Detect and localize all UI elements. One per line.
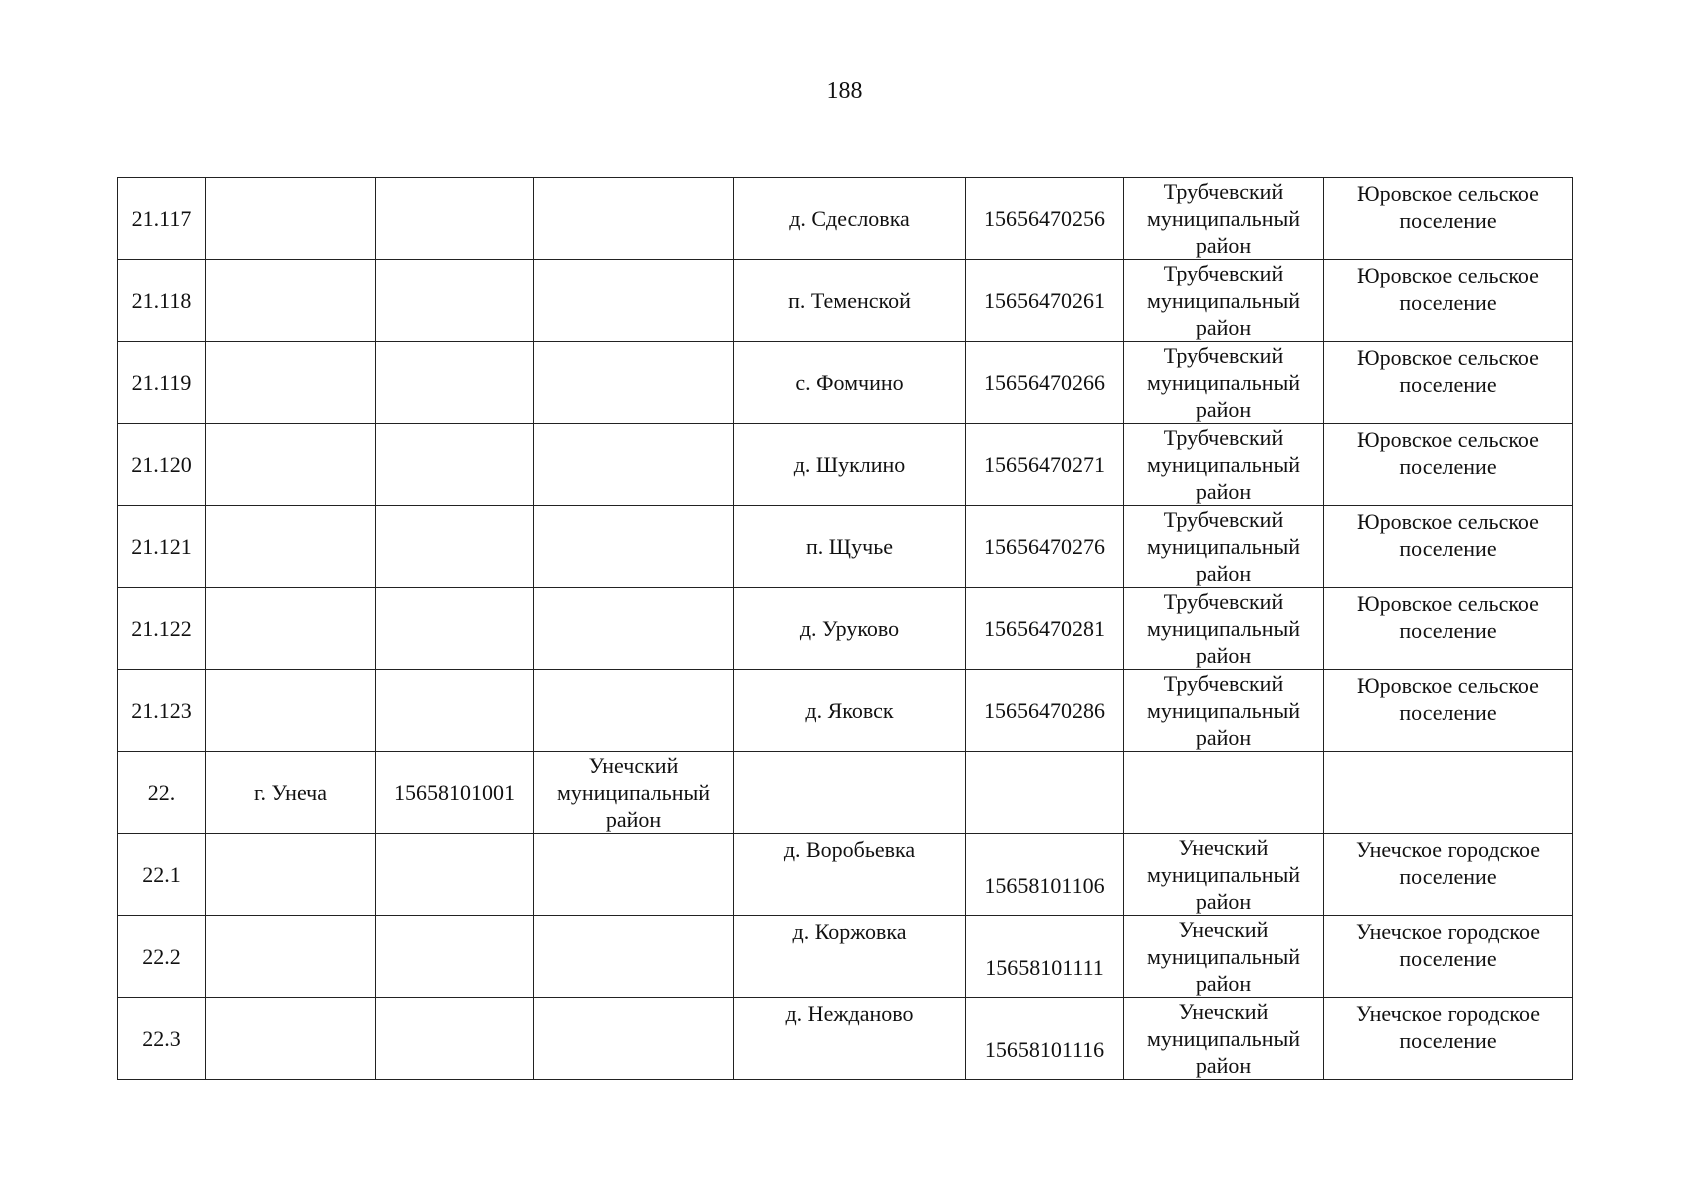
locality-code-cell: 15658101001	[376, 752, 534, 834]
locality-cell	[206, 424, 376, 506]
municipality-cell: Юровское сельское поселение	[1324, 588, 1573, 670]
locality-code-cell	[376, 588, 534, 670]
district-cell: Трубчевский муниципальный район	[1124, 588, 1324, 670]
district-cell: Трубчевский муниципальный район	[1124, 260, 1324, 342]
locality-district-cell	[534, 260, 734, 342]
municipality-cell: Юровское сельское поселение	[1324, 260, 1573, 342]
settlement-cell: д. Сдесловка	[734, 178, 966, 260]
municipality-cell: Юровское сельское поселение	[1324, 178, 1573, 260]
table-row	[118, 178, 1573, 260]
settlement-cell: д. Шуклино	[734, 424, 966, 506]
locality-district-cell	[534, 424, 734, 506]
row-number-cell: 21.117	[118, 178, 206, 260]
row-number-cell: 22.2	[118, 916, 206, 998]
oktmo-code-cell: 15656470266	[966, 342, 1124, 424]
oktmo-code-cell: 15656470281	[966, 588, 1124, 670]
district-cell: Трубчевский муниципальный район	[1124, 424, 1324, 506]
row-number-cell: 22.1	[118, 834, 206, 916]
table-row	[118, 834, 1573, 916]
locality-district-cell	[534, 178, 734, 260]
table-row	[118, 260, 1573, 342]
locality-cell	[206, 588, 376, 670]
locality-code-cell	[376, 834, 534, 916]
locality-cell	[206, 178, 376, 260]
locality-code-cell	[376, 670, 534, 752]
locality-cell	[206, 998, 376, 1080]
locality-cell	[206, 834, 376, 916]
table-row	[118, 916, 1573, 998]
table-row	[118, 342, 1573, 424]
locality-code-cell	[376, 916, 534, 998]
locality-district-cell	[534, 588, 734, 670]
municipality-cell: Юровское сельское поселение	[1324, 670, 1573, 752]
row-number-cell: 21.118	[118, 260, 206, 342]
settlement-cell	[734, 752, 966, 834]
settlement-cell: д. Яковск	[734, 670, 966, 752]
locality-code-cell	[376, 424, 534, 506]
row-number-cell: 21.122	[118, 588, 206, 670]
locality-district-cell	[534, 506, 734, 588]
table-row	[118, 670, 1573, 752]
district-cell: Унечский муниципальный район	[1124, 998, 1324, 1080]
locality-district-cell	[534, 670, 734, 752]
district-cell	[1124, 752, 1324, 834]
row-number-cell: 21.123	[118, 670, 206, 752]
row-number-cell: 21.119	[118, 342, 206, 424]
oktmo-code-cell: 15656470286	[966, 670, 1124, 752]
table-body	[118, 178, 1573, 1080]
table-row	[118, 588, 1573, 670]
settlement-cell: д. Коржовка	[734, 916, 966, 998]
municipality-cell: Унечское городское поселение	[1324, 998, 1573, 1080]
locality-cell: г. Унеча	[206, 752, 376, 834]
district-cell: Унечский муниципальный район	[1124, 834, 1324, 916]
settlement-cell: с. Фомчино	[734, 342, 966, 424]
oktmo-code-cell: 15658101116	[966, 998, 1124, 1080]
municipality-cell: Юровское сельское поселение	[1324, 506, 1573, 588]
locality-cell	[206, 260, 376, 342]
district-cell: Трубчевский муниципальный район	[1124, 506, 1324, 588]
settlement-cell: д. Воробьевка	[734, 834, 966, 916]
locality-code-cell	[376, 342, 534, 424]
row-number-cell: 21.120	[118, 424, 206, 506]
row-number-cell: 22.3	[118, 998, 206, 1080]
municipality-cell: Юровское сельское поселение	[1324, 424, 1573, 506]
locality-district-cell	[534, 916, 734, 998]
locality-district-cell	[534, 342, 734, 424]
locality-cell	[206, 670, 376, 752]
locality-district-cell: Унечский муниципальный район	[534, 752, 734, 834]
municipality-cell: Унечское городское поселение	[1324, 834, 1573, 916]
oktmo-code-cell: 15656470261	[966, 260, 1124, 342]
settlement-cell: п. Щучье	[734, 506, 966, 588]
table-row	[118, 998, 1573, 1080]
municipality-cell	[1324, 752, 1573, 834]
settlements-table	[117, 177, 1573, 1080]
locality-cell	[206, 506, 376, 588]
oktmo-code-cell	[966, 752, 1124, 834]
district-cell: Трубчевский муниципальный район	[1124, 178, 1324, 260]
row-number-cell: 21.121	[118, 506, 206, 588]
district-cell: Трубчевский муниципальный район	[1124, 670, 1324, 752]
municipality-cell: Унечское городское поселение	[1324, 916, 1573, 998]
settlement-cell: д. Уруково	[734, 588, 966, 670]
locality-cell	[206, 342, 376, 424]
locality-code-cell	[376, 998, 534, 1080]
settlement-cell: п. Теменской	[734, 260, 966, 342]
locality-district-cell	[534, 834, 734, 916]
oktmo-code-cell: 15656470256	[966, 178, 1124, 260]
oktmo-code-cell: 15658101111	[966, 916, 1124, 998]
locality-code-cell	[376, 178, 534, 260]
oktmo-code-cell: 15658101106	[966, 834, 1124, 916]
settlement-cell: д. Нежданово	[734, 998, 966, 1080]
table-row	[118, 752, 1573, 834]
municipality-cell: Юровское сельское поселение	[1324, 342, 1573, 424]
page-number: 188	[826, 78, 863, 104]
locality-code-cell	[376, 506, 534, 588]
table-row	[118, 506, 1573, 588]
locality-cell	[206, 916, 376, 998]
table-row	[118, 424, 1573, 506]
locality-code-cell	[376, 260, 534, 342]
district-cell: Трубчевский муниципальный район	[1124, 342, 1324, 424]
row-number-cell: 22.	[118, 752, 206, 834]
oktmo-code-cell: 15656470276	[966, 506, 1124, 588]
locality-district-cell	[534, 998, 734, 1080]
district-cell: Унечский муниципальный район	[1124, 916, 1324, 998]
oktmo-code-cell: 15656470271	[966, 424, 1124, 506]
